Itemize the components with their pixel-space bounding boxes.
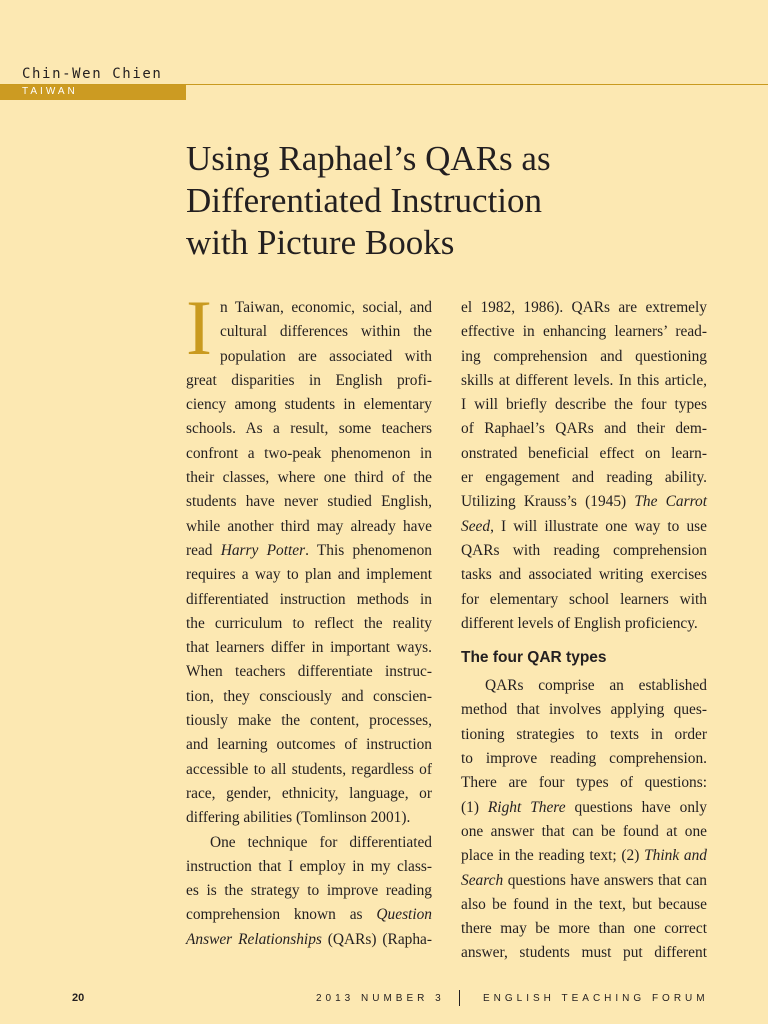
term-think-and: Think and bbox=[644, 847, 707, 865]
text-line: schools. As a result, some teachers bbox=[186, 420, 432, 438]
text-run: questions have answers that can bbox=[503, 871, 707, 889]
term-question: Question bbox=[376, 906, 432, 924]
text-line: QARs comprise an established bbox=[485, 677, 707, 695]
text-line: ciency among students in elementary bbox=[186, 396, 432, 414]
journal-name: ENGLISH TEACHING FORUM bbox=[483, 993, 709, 1004]
text-line: the curriculum to reflect the reality bbox=[186, 614, 432, 632]
text-line: confront a two-peak phenomenon in bbox=[186, 444, 432, 462]
paragraph-qar-effect bbox=[461, 296, 707, 636]
text-line bbox=[461, 796, 707, 820]
text-line bbox=[461, 490, 707, 514]
text-line: instruction that I employ in my class- bbox=[186, 857, 432, 875]
title-line: Using Raphael’s QARs as bbox=[186, 139, 551, 178]
text-line: to improve reading comprehension. bbox=[461, 750, 707, 768]
text-line: n Taiwan, economic, social, and bbox=[220, 299, 432, 316]
text-line: differing abilities (Tomlinson 2001). bbox=[186, 809, 411, 827]
term-right-there: Right There bbox=[487, 798, 566, 816]
text-line: population are associated with bbox=[220, 347, 432, 365]
text-line: requires a way to plan and implement bbox=[186, 566, 432, 584]
text-run: (1) bbox=[461, 798, 488, 816]
text-line: accessible to all students, regardless of bbox=[186, 760, 432, 778]
text-line: also be found in the text, but because bbox=[461, 895, 707, 913]
text-line: es is the strategy to improve reading bbox=[186, 882, 432, 900]
text-line: for elementary school learners with bbox=[461, 590, 707, 608]
text-line bbox=[186, 928, 432, 952]
text-line: tiously make the content, processes, bbox=[186, 712, 432, 730]
text-run: (QARs) (Rapha- bbox=[321, 930, 432, 948]
section-heading: The four QAR types bbox=[461, 649, 607, 667]
text-line bbox=[461, 844, 707, 868]
left-column bbox=[186, 296, 432, 952]
text-run: read bbox=[186, 541, 221, 559]
drop-cap: I bbox=[186, 284, 212, 371]
text-line: their classes, where one third of the bbox=[186, 469, 432, 487]
text-line: effective in enhancing learners’ read- bbox=[461, 323, 707, 341]
text-line: method that involves applying ques- bbox=[461, 701, 707, 719]
text-line: ing comprehension and questioning bbox=[461, 347, 707, 365]
text-line: differentiated instruction methods in bbox=[186, 590, 432, 608]
author-name: Chin-Wen Chien bbox=[22, 66, 163, 82]
footer-divider bbox=[459, 990, 460, 1006]
book-title-harry-potter: Harry Potter bbox=[220, 541, 306, 559]
book-title-seed: Seed bbox=[461, 517, 491, 535]
paragraph-qar-types bbox=[461, 674, 707, 966]
text-line: there may be more than one correct bbox=[461, 920, 707, 938]
text-line bbox=[461, 515, 707, 539]
text-line: I will briefly describe the four types bbox=[461, 396, 707, 414]
text-line: while another third may already have bbox=[186, 517, 432, 535]
text-line: one answer that can be found at one bbox=[461, 822, 707, 840]
text-line: tion, they consciously and conscien- bbox=[186, 687, 432, 705]
paragraph-technique bbox=[186, 831, 432, 952]
text-line: and learning outcomes of instruction bbox=[186, 736, 432, 754]
issue-label: 2013 NUMBER 3 bbox=[316, 993, 445, 1004]
text-line: of Raphael’s QARs and their dem- bbox=[461, 420, 707, 438]
right-column bbox=[461, 296, 707, 966]
text-line: When teachers differentiate instruc- bbox=[186, 663, 432, 681]
text-run: , I will illustrate one way to use bbox=[490, 517, 707, 535]
text-line: er engagement and reading ability. bbox=[461, 469, 707, 487]
text-line: One technique for differentiated bbox=[210, 833, 432, 851]
text-line: different levels of English proficiency. bbox=[461, 614, 698, 632]
text-line: tioning strategies to texts in order bbox=[461, 725, 707, 743]
text-line: students have never studied English, bbox=[186, 493, 432, 511]
title-line: Differentiated Instruction bbox=[186, 181, 543, 220]
text-run: comprehension known as bbox=[186, 906, 377, 924]
term-search: Search bbox=[461, 871, 504, 889]
text-line bbox=[186, 539, 432, 563]
text-run: Utilizing Krauss’s (1945) bbox=[461, 493, 635, 511]
text-line: great disparities in English profi- bbox=[186, 371, 432, 389]
text-line: There are four types of questions: bbox=[461, 774, 707, 792]
text-line: that learners differ in important ways. bbox=[186, 639, 432, 657]
text-line: cultural differences within the bbox=[220, 323, 432, 341]
author-country: TAIWAN bbox=[22, 86, 78, 97]
text-run: questions have only bbox=[565, 798, 707, 816]
text-line: answer, students must put different bbox=[461, 944, 707, 962]
term-answer-relationships: Answer Relationships bbox=[186, 930, 322, 948]
text-line: skills at different levels. In this article, bbox=[461, 371, 707, 389]
text-run: . This phenomenon bbox=[305, 541, 432, 559]
book-title-carrot: The Carrot bbox=[634, 493, 707, 511]
text-run: place in the reading text; (2) bbox=[461, 847, 645, 865]
text-line: el 1982, 1986). QARs are extremely bbox=[461, 299, 707, 316]
text-line: QARs with reading comprehension bbox=[461, 541, 707, 559]
title-line: with Picture Books bbox=[186, 223, 455, 262]
page-number: 20 bbox=[72, 992, 85, 1004]
text-line: onstrated beneficial effect on learn- bbox=[461, 444, 707, 462]
text-line: race, gender, ethnicity, language, or bbox=[186, 784, 432, 802]
article-title bbox=[186, 138, 746, 264]
text-line bbox=[186, 903, 432, 927]
paragraph-intro bbox=[186, 296, 432, 831]
text-line: tasks and associated writing exercises bbox=[461, 566, 707, 584]
text-line bbox=[461, 869, 707, 893]
